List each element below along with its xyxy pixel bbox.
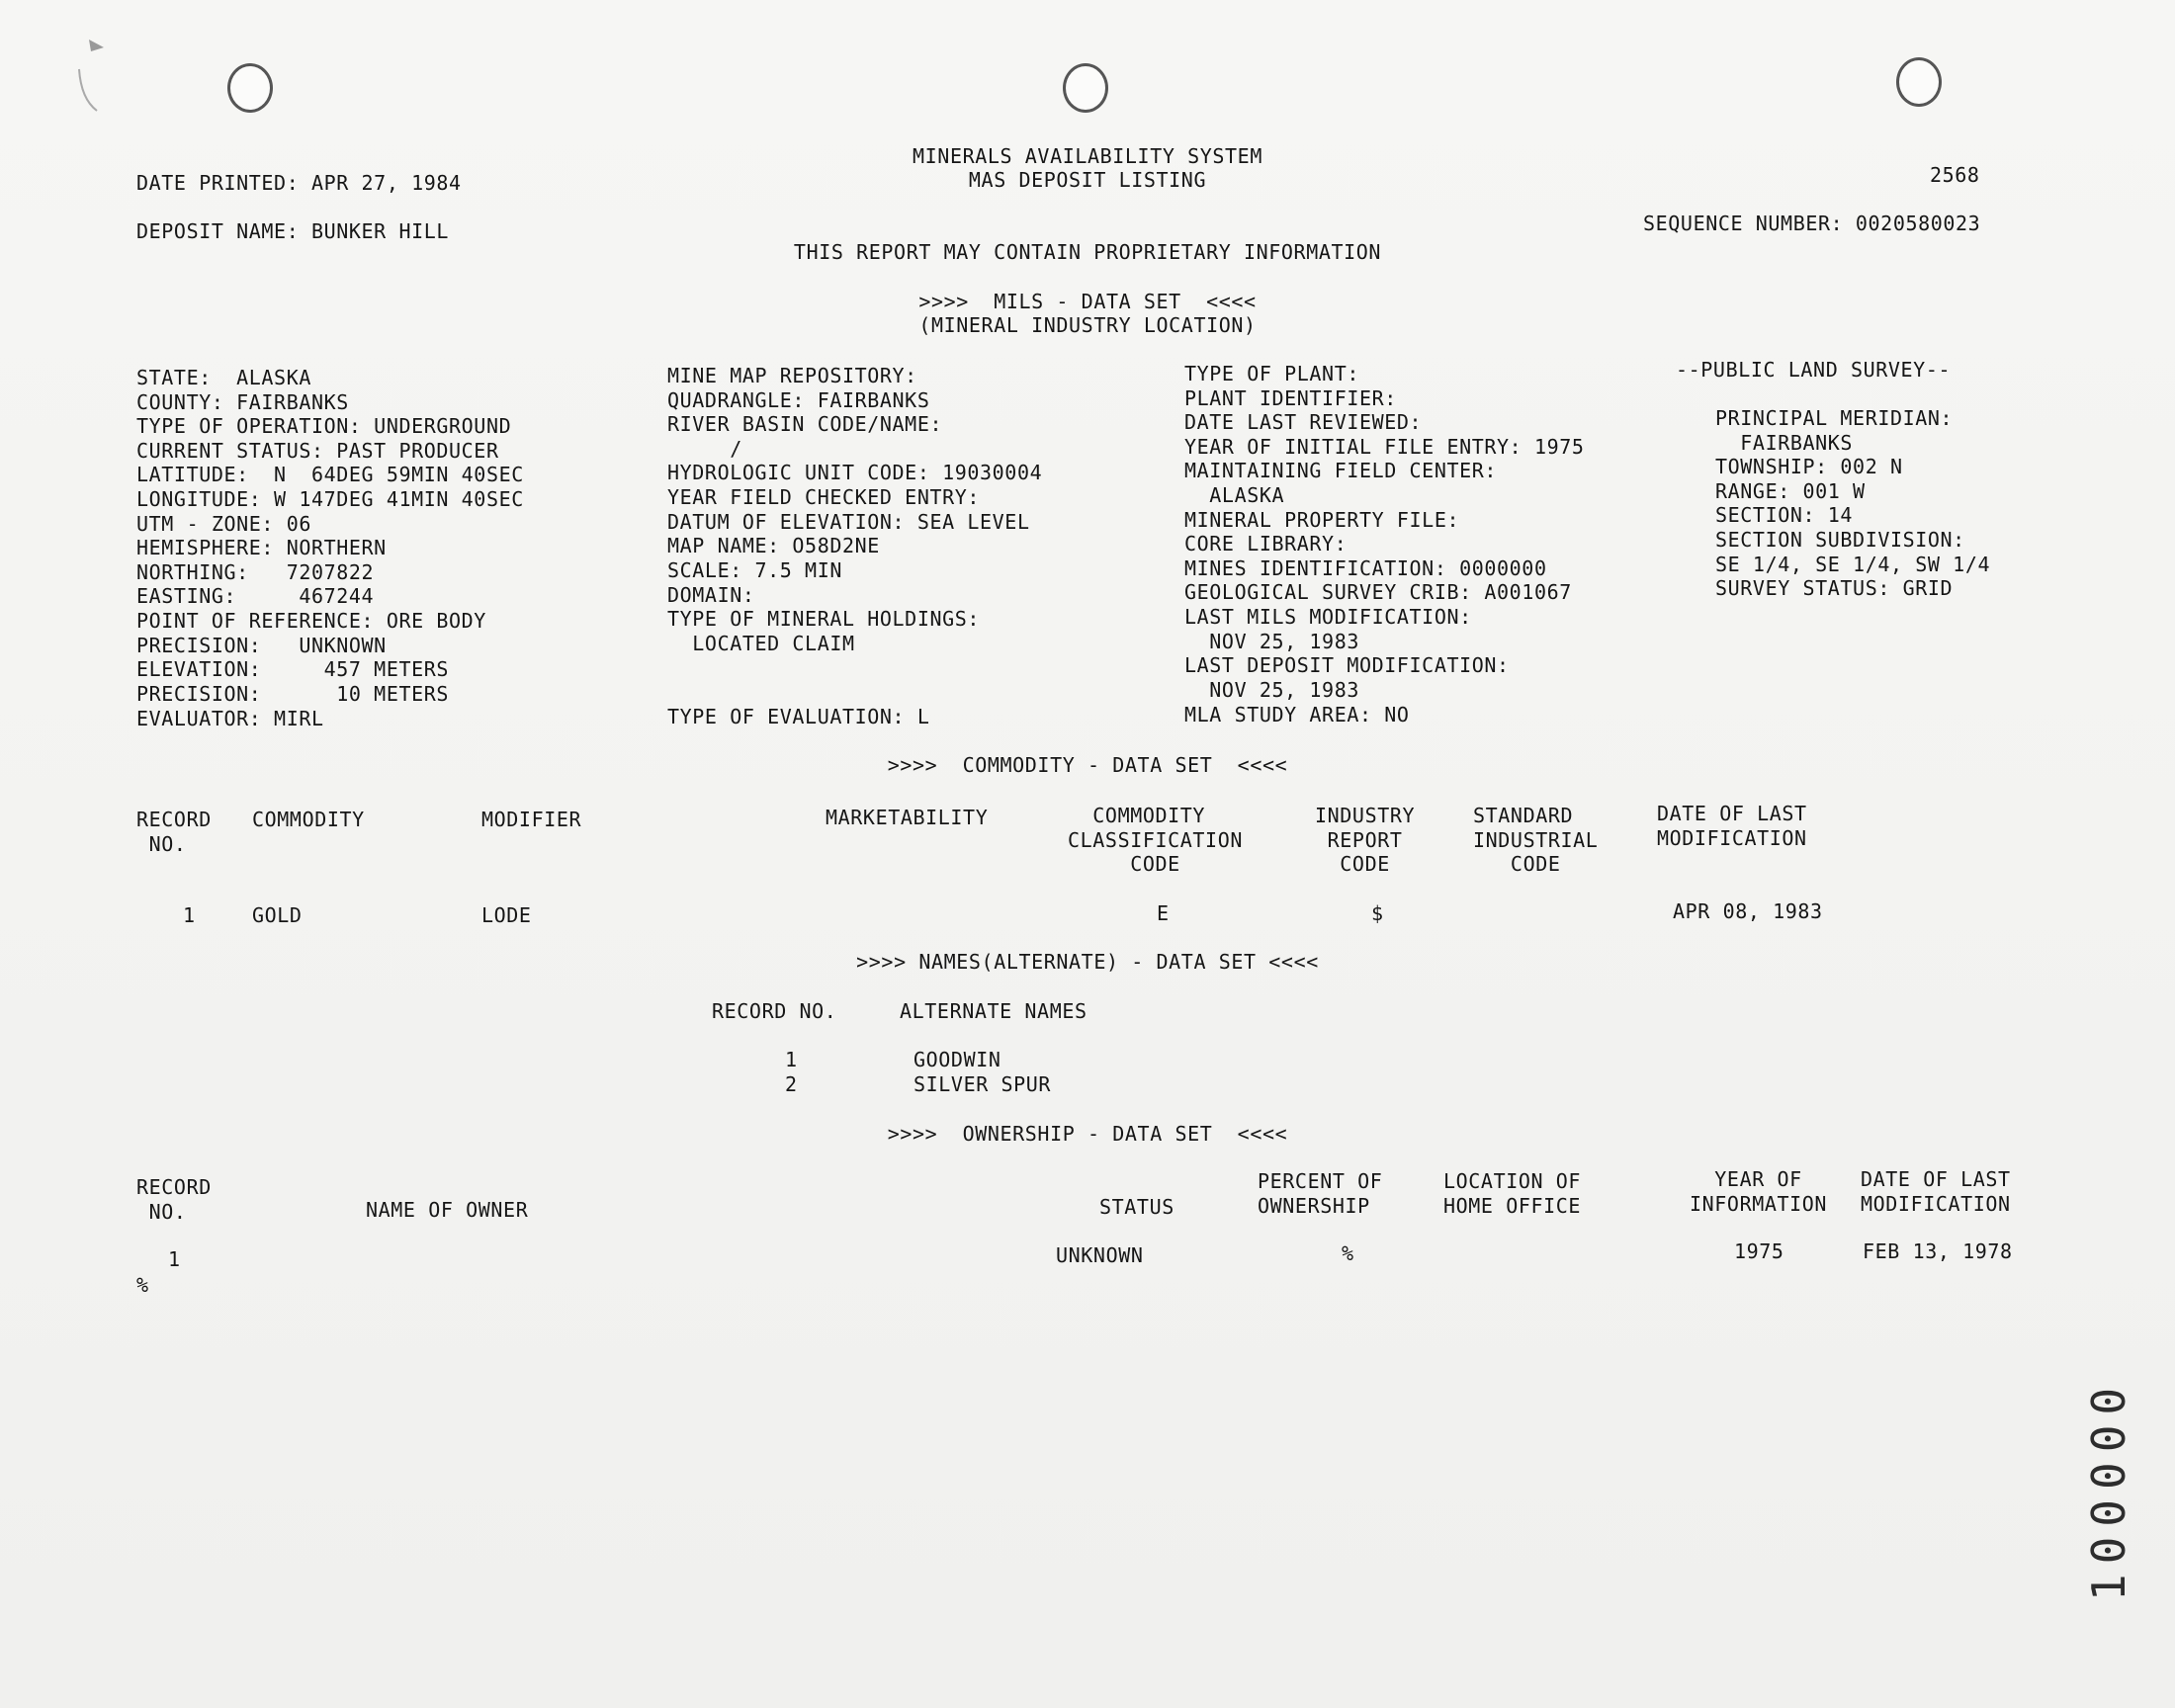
mils-field: LAST DEPOSIT MODIFICATION: — [1184, 653, 1510, 677]
survey-field: TOWNSHIP: 002 N — [1715, 455, 1903, 478]
mils-field: EVALUATOR: MIRL — [136, 707, 324, 730]
mils-field: STATE: ALASKA — [136, 366, 311, 389]
mils-field: CORE LIBRARY: — [1184, 532, 1348, 555]
commodity-name: GOLD — [252, 903, 303, 927]
mils-field: TYPE OF MINERAL HOLDINGS: — [667, 607, 981, 631]
ownership-year: 1975 — [1734, 1239, 1784, 1263]
mils-field: TYPE OF PLANT: — [1184, 362, 1359, 385]
alternate-name-no: 2 — [785, 1072, 798, 1096]
system-title: MINERALS AVAILABILITY SYSTEM — [913, 144, 1262, 168]
mils-field: LONGITUDE: W 147DEG 41MIN 40SEC — [136, 487, 524, 511]
ownership-col-percent: PERCENT OF OWNERSHIP — [1258, 1169, 1383, 1218]
mils-field: ELEVATION: 457 METERS — [136, 657, 450, 681]
ownership-col-owner: NAME OF OWNER — [366, 1198, 529, 1222]
mils-field: MINERAL PROPERTY FILE: — [1184, 508, 1460, 532]
commodity-col-standard: STANDARD INDUSTRIAL CODE — [1473, 804, 1599, 876]
mils-field: COUNTY: FAIRBANKS — [136, 390, 349, 414]
binder-hole-right — [1896, 57, 1942, 107]
mils-field: ALASKA — [1184, 483, 1285, 507]
mils-field: UTM - ZONE: 06 — [136, 512, 311, 536]
survey-field: SE 1/4, SE 1/4, SW 1/4 — [1715, 553, 1991, 576]
commodity-date: APR 08, 1983 — [1673, 899, 1823, 923]
alternate-name-no: 1 — [785, 1048, 798, 1071]
mils-field: EASTING: 467244 — [136, 584, 375, 608]
ownership-date: FEB 13, 1978 — [1863, 1239, 2013, 1263]
mils-field: MAP NAME: O58D2NE — [667, 534, 880, 557]
corner-scribble-icon — [59, 30, 138, 119]
survey-field: PRINCIPAL MERIDIAN: — [1715, 406, 1954, 430]
binder-hole-left — [227, 63, 273, 113]
mils-field: YEAR OF INITIAL FILE ENTRY: 1975 — [1184, 435, 1585, 459]
mils-field: PRECISION: 10 METERS — [136, 682, 450, 706]
commodity-col-commodity: COMMODITY — [252, 808, 365, 831]
mils-field: YEAR FIELD CHECKED ENTRY: — [667, 485, 981, 509]
mils-field: HYDROLOGIC UNIT CODE: 19030004 — [667, 461, 1043, 484]
ownership-status: UNKNOWN — [1056, 1243, 1144, 1267]
ownership-heading: >>>> OWNERSHIP - DATA SET <<<< — [887, 1122, 1288, 1146]
ownership-percent: % — [1342, 1241, 1354, 1265]
mils-field: LOCATED CLAIM — [667, 632, 855, 655]
commodity-classification: E — [1157, 901, 1170, 925]
mils-field: TYPE OF EVALUATION: L — [667, 705, 930, 728]
survey-field: FAIRBANKS — [1715, 431, 1854, 455]
mils-field: NOV 25, 1983 — [1184, 678, 1359, 702]
commodity-col-date: DATE OF LAST MODIFICATION — [1657, 802, 1807, 850]
mils-field: NORTHING: 7207822 — [136, 560, 375, 584]
ownership-col-date: DATE OF LAST MODIFICATION — [1861, 1167, 2011, 1216]
commodity-col-record: RECORD NO. — [136, 808, 212, 856]
survey-field: RANGE: 001 W — [1715, 479, 1866, 503]
alternate-name: GOODWIN — [914, 1048, 1001, 1071]
survey-field: SECTION: 14 — [1715, 503, 1854, 527]
survey-field: SURVEY STATUS: GRID — [1715, 576, 1954, 600]
survey-heading: --PUBLIC LAND SURVEY-- — [1676, 358, 1952, 382]
mils-field: POINT OF REFERENCE: ORE BODY — [136, 609, 486, 633]
mils-field: CURRENT STATUS: PAST PRODUCER — [136, 439, 499, 463]
listing-title: MAS DEPOSIT LISTING — [968, 168, 1207, 192]
mils-field: DATE LAST REVIEWED: — [1184, 410, 1423, 434]
mils-field: PRECISION: UNKNOWN — [136, 634, 387, 657]
commodity-col-marketability: MARKETABILITY — [826, 806, 989, 829]
ownership-percent-marker: % — [136, 1273, 149, 1297]
mils-field: TYPE OF OPERATION: UNDERGROUND — [136, 414, 512, 438]
ownership-record: 1 — [168, 1247, 181, 1271]
mils-field: LATITUDE: N 64DEG 59MIN 40SEC — [136, 463, 524, 486]
sequence-number: SEQUENCE NUMBER: 0020580023 — [1643, 212, 1981, 235]
names-heading: >>>> NAMES(ALTERNATE) - DATA SET <<<< — [856, 950, 1319, 974]
mils-field: SCALE: 7.5 MIN — [667, 558, 842, 582]
ownership-col-status: STATUS — [1099, 1195, 1174, 1219]
mils-field: / — [667, 437, 742, 461]
commodity-col-modifier: MODIFIER — [481, 808, 582, 831]
mils-field: DATUM OF ELEVATION: SEA LEVEL — [667, 510, 1030, 534]
commodity-record: 1 — [183, 903, 196, 927]
ownership-col-year: YEAR OF INFORMATION — [1690, 1167, 1828, 1216]
deposit-name: DEPOSIT NAME: BUNKER HILL — [136, 219, 450, 243]
commodity-industry: $ — [1371, 901, 1384, 925]
mils-field: MAINTAINING FIELD CENTER: — [1184, 459, 1498, 482]
survey-field: SECTION SUBDIVISION: — [1715, 528, 1965, 552]
mils-subheading: (MINERAL INDUSTRY LOCATION) — [918, 313, 1257, 337]
mils-field: PLANT IDENTIFIER: — [1184, 386, 1397, 410]
names-col-record: RECORD NO. — [712, 999, 837, 1023]
names-col-alternate: ALTERNATE NAMES — [900, 999, 1088, 1023]
binder-hole-center — [1063, 63, 1108, 113]
proprietary-notice: THIS REPORT MAY CONTAIN PROPRIETARY INFORMATION — [793, 240, 1382, 264]
mils-heading: >>>> MILS - DATA SET <<<< — [918, 290, 1257, 313]
commodity-col-classification: COMMODITY CLASSIFICATION CODE — [1068, 804, 1243, 876]
commodity-modifier: LODE — [481, 903, 532, 927]
mils-field: GEOLOGICAL SURVEY CRIB: A001067 — [1184, 580, 1572, 604]
mils-field: DOMAIN: — [667, 583, 755, 607]
commodity-heading: >>>> COMMODITY - DATA SET <<<< — [887, 753, 1288, 777]
date-printed: DATE PRINTED: APR 27, 1984 — [136, 171, 462, 195]
margin-stamp-number: 100000 — [2082, 1377, 2136, 1602]
ownership-col-location: LOCATION OF HOME OFFICE — [1443, 1169, 1582, 1218]
alternate-name: SILVER SPUR — [914, 1072, 1052, 1096]
mils-field: MINE MAP REPOSITORY: — [667, 364, 917, 387]
mils-field: MINES IDENTIFICATION: 0000000 — [1184, 556, 1547, 580]
page-number: 2568 — [1930, 163, 1980, 187]
commodity-col-industry: INDUSTRY REPORT CODE — [1315, 804, 1416, 876]
mils-field: MLA STUDY AREA: NO — [1184, 703, 1410, 726]
mils-field: LAST MILS MODIFICATION: — [1184, 605, 1472, 629]
mils-field: RIVER BASIN CODE/NAME: — [667, 412, 943, 436]
mils-field: NOV 25, 1983 — [1184, 630, 1359, 653]
mils-field: QUADRANGLE: FAIRBANKS — [667, 388, 930, 412]
mils-field: HEMISPHERE: NORTHERN — [136, 536, 387, 559]
ownership-col-record: RECORD NO. — [136, 1175, 212, 1224]
